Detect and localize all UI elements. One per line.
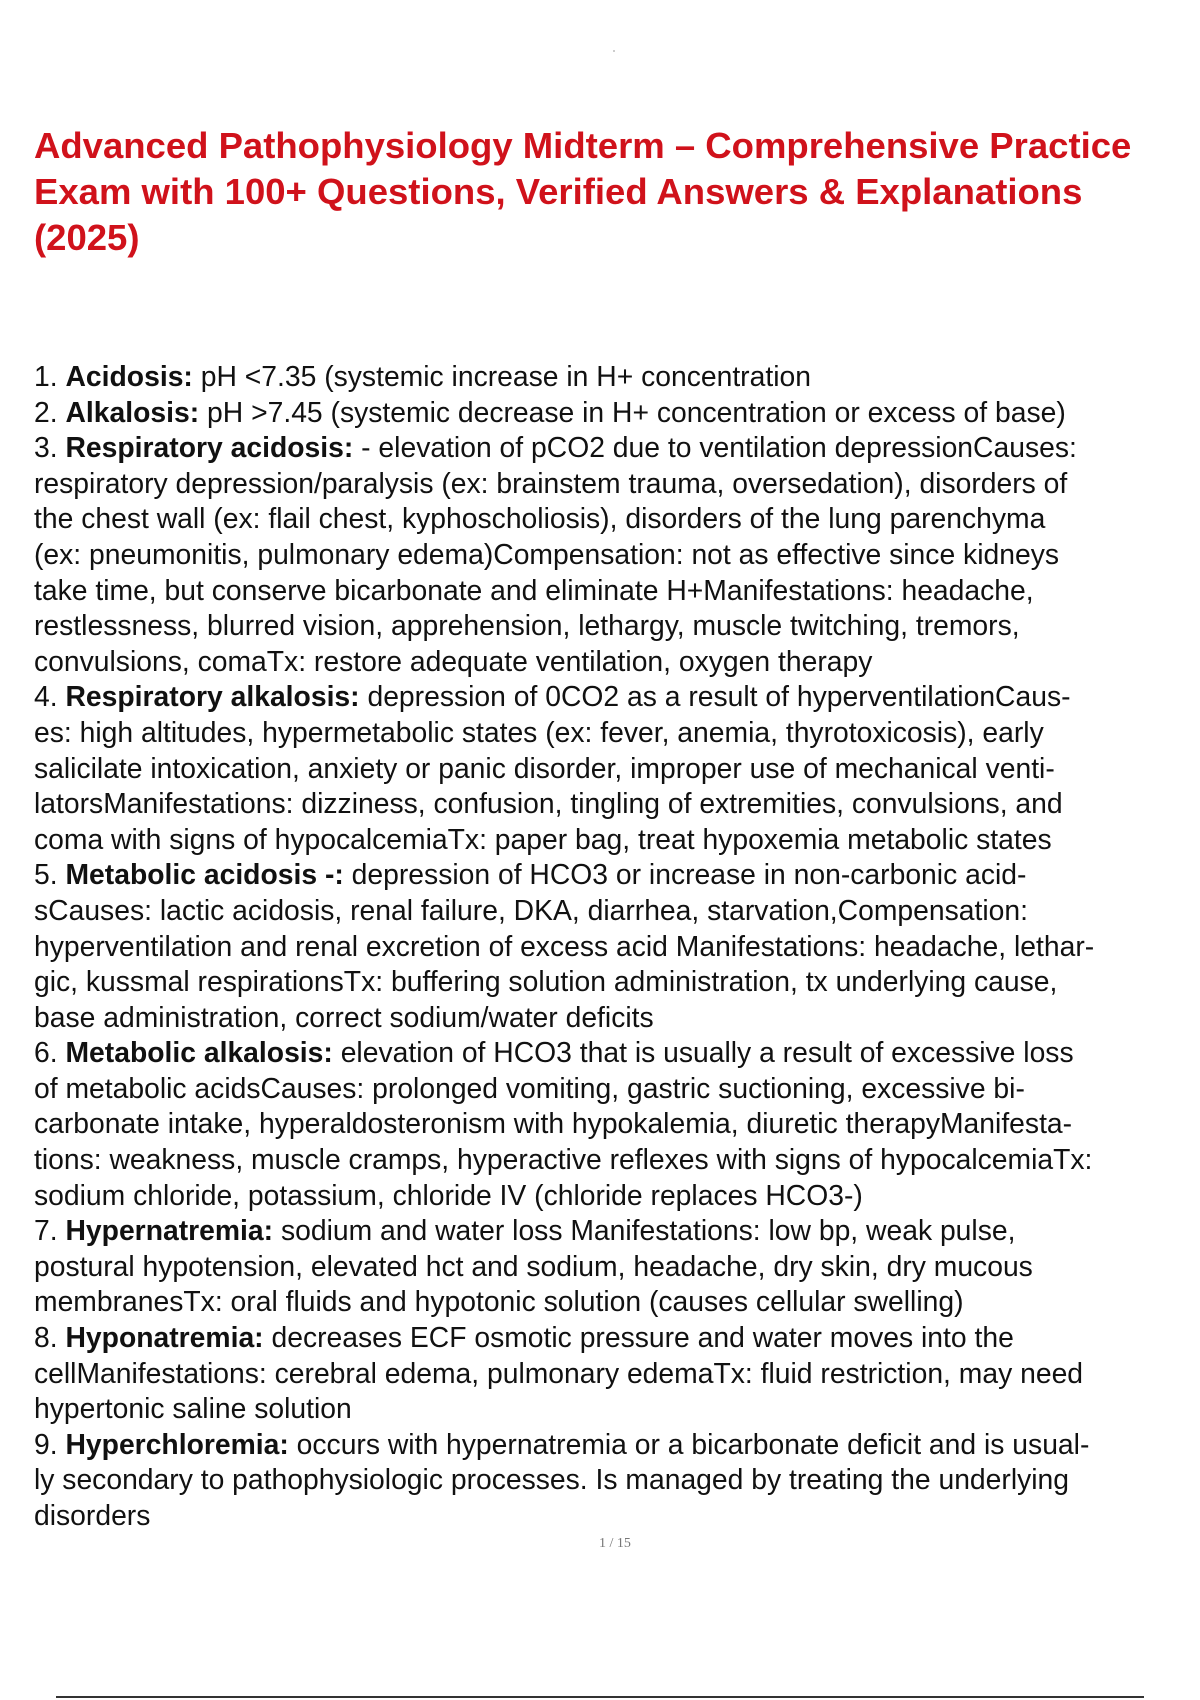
item-continuation-line: [34, 644, 1200, 680]
item-text: carbonate intake, hyperaldosteronism with hypokalemia, diuretic therapyManifesta-: [34, 1107, 1073, 1140]
item-text: pH >7.45 (systemic decrease in H+ concentration or excess of base): [199, 395, 1066, 428]
item-text: - elevation of pCO2 due to ventilation depressionCauses:: [353, 431, 1077, 464]
bottom-divider: [56, 1696, 1144, 1698]
item-first-line: [34, 359, 1200, 395]
item-continuation-line: [34, 751, 1200, 787]
item-term: Hyperchloremia:: [65, 1427, 289, 1460]
page-mark: [613, 50, 615, 52]
list-item: [34, 1035, 1200, 1213]
item-text: depression of HCO3 or increase in non-carbonic acid-: [343, 858, 1027, 891]
item-text: coma with signs of hypocalcemiaTx: paper bag, treat hypoxemia metabolic states: [34, 822, 1052, 855]
item-first-line: [34, 679, 1200, 715]
item-continuation-line: [34, 1356, 1200, 1392]
item-first-line: [34, 430, 1200, 466]
document-title: Advanced Pathophysiology Midterm – Comprehensive Practice Exam with 100+ Questions, Verified Answers & Explanations (2025): [34, 125, 1132, 258]
list-item: [34, 679, 1200, 857]
item-term: Acidosis:: [65, 360, 193, 392]
item-text: (ex: pneumonitis, pulmonary edema)Compensation: not as effective since kidneys: [34, 537, 1059, 570]
item-text: hyperventilation and renal excretion of excess acid Manifestations: headache, lethar-: [34, 929, 1095, 962]
item-continuation-line: [34, 573, 1200, 609]
question-list: [34, 359, 1200, 1534]
item-continuation-line: [34, 929, 1200, 965]
item-continuation-line: [34, 822, 1200, 858]
item-text: tions: weakness, muscle cramps, hyperactive reflexes with signs of hypocalcemiaTx:: [34, 1143, 1093, 1176]
item-text: depression of 0CO2 as a result of hyperventilationCaus-: [359, 680, 1071, 713]
item-text: take time, but conserve bicarbonate and eliminate H+Manifestations: headache,: [34, 573, 1034, 606]
item-text: hypertonic saline solution: [34, 1392, 352, 1425]
item-text: latorsManifestations: dizziness, confusion, tingling of extremities, convulsions, and: [34, 787, 1063, 820]
item-continuation-line: [34, 608, 1200, 644]
item-text: sCauses: lactic acidosis, renal failure, DKA, diarrhea, starvation,Compensation:: [34, 893, 1028, 926]
item-text: salicilate intoxication, anxiety or panic disorder, improper use of mechanical venti-: [34, 751, 1055, 784]
item-text: ly secondary to pathophysiologic processes. Is managed by treating the underlying: [34, 1463, 1070, 1496]
list-item: [34, 1320, 1200, 1427]
item-continuation-line: [34, 964, 1200, 1000]
item-continuation-line: [34, 1284, 1200, 1320]
item-continuation-line: [34, 1249, 1200, 1285]
item-first-line: [34, 1427, 1200, 1463]
list-item: [34, 1427, 1200, 1534]
item-text: sodium and water loss Manifestations: low bp, weak pulse,: [273, 1214, 1016, 1247]
item-text: pH <7.35 (systemic increase in H+ concentration: [192, 360, 811, 392]
item-text: es: high altitudes, hypermetabolic states (ex: fever, anemia, thyrotoxicosis), early: [34, 715, 1044, 748]
list-item: [34, 1213, 1200, 1320]
item-continuation-line: [34, 715, 1200, 751]
item-continuation-line: [34, 893, 1200, 929]
item-first-line: [34, 395, 1200, 431]
item-continuation-line: [34, 537, 1200, 573]
item-text: disorders: [34, 1499, 151, 1531]
list-item: [34, 857, 1200, 1035]
item-continuation-line: [34, 1462, 1200, 1498]
item-term: Alkalosis:: [65, 395, 200, 428]
item-text: decreases ECF osmotic pressure and water moves into the: [263, 1321, 1014, 1354]
item-continuation-line: [34, 1498, 1200, 1534]
item-term: Metabolic acidosis -:: [65, 858, 344, 891]
item-number: 9.: [34, 1427, 58, 1460]
item-term: Respiratory alkalosis:: [65, 680, 360, 713]
item-number: 6.: [34, 1036, 58, 1069]
item-number: 1.: [34, 360, 58, 392]
item-term: Hyponatremia:: [65, 1321, 264, 1354]
item-first-line: [34, 1320, 1200, 1356]
item-text: restlessness, blurred vision, apprehension, lethargy, muscle twitching, tremors,: [34, 609, 1020, 642]
item-number: 4.: [34, 680, 58, 713]
item-text: convulsions, comaTx: restore adequate ventilation, oxygen therapy: [34, 644, 873, 677]
item-continuation-line: [34, 786, 1200, 822]
item-text: membranesTx: oral fluids and hypotonic solution (causes cellular swelling): [34, 1285, 964, 1318]
item-text: postural hypotension, elevated hct and sodium, headache, dry skin, dry mucous: [34, 1249, 1033, 1282]
item-number: 7.: [34, 1214, 58, 1247]
item-number: 2.: [34, 395, 58, 428]
item-text: sodium chloride, potassium, chloride IV (chloride replaces HCO3-): [34, 1178, 863, 1211]
list-item: [34, 430, 1200, 679]
item-term: Metabolic alkalosis:: [65, 1036, 333, 1069]
item-continuation-line: [34, 1071, 1200, 1107]
item-continuation-line: [34, 1000, 1200, 1036]
item-number: 8.: [34, 1321, 58, 1354]
item-continuation-line: [34, 1142, 1200, 1178]
item-number: 3.: [34, 431, 58, 464]
item-text: cellManifestations: cerebral edema, pulmonary edemaTx: fluid restriction, may need: [34, 1356, 1084, 1389]
item-text: base administration, correct sodium/water deficits: [34, 1000, 654, 1033]
item-continuation-line: [34, 1106, 1200, 1142]
item-text: elevation of HCO3 that is usually a result of excessive loss: [332, 1036, 1074, 1069]
page-number: 1 / 15: [599, 1536, 631, 1551]
item-continuation-line: [34, 501, 1200, 537]
list-item: [34, 395, 1200, 431]
item-text: occurs with hypernatremia or a bicarbonate deficit and is usual-: [288, 1427, 1090, 1460]
item-text: gic, kussmal respirationsTx: buffering solution administration, tx underlying cause,: [34, 965, 1058, 998]
item-first-line: [34, 1035, 1200, 1071]
item-text: of metabolic acidsCauses: prolonged vomiting, gastric suctioning, excessive bi-: [34, 1071, 1025, 1104]
item-first-line: [34, 1213, 1200, 1249]
item-first-line: [34, 857, 1200, 893]
item-number: 5.: [34, 858, 58, 891]
item-continuation-line: [34, 1178, 1200, 1214]
item-continuation-line: [34, 466, 1200, 502]
item-term: Respiratory acidosis:: [65, 431, 354, 464]
item-term: Hypernatremia:: [65, 1214, 274, 1247]
list-item: [34, 359, 1200, 395]
item-text: the chest wall (ex: flail chest, kyphoscholiosis), disorders of the lung parenchyma: [34, 502, 1046, 535]
item-text: respiratory depression/paralysis (ex: brainstem trauma, oversedation), disorders of: [34, 466, 1068, 499]
item-continuation-line: [34, 1391, 1200, 1427]
